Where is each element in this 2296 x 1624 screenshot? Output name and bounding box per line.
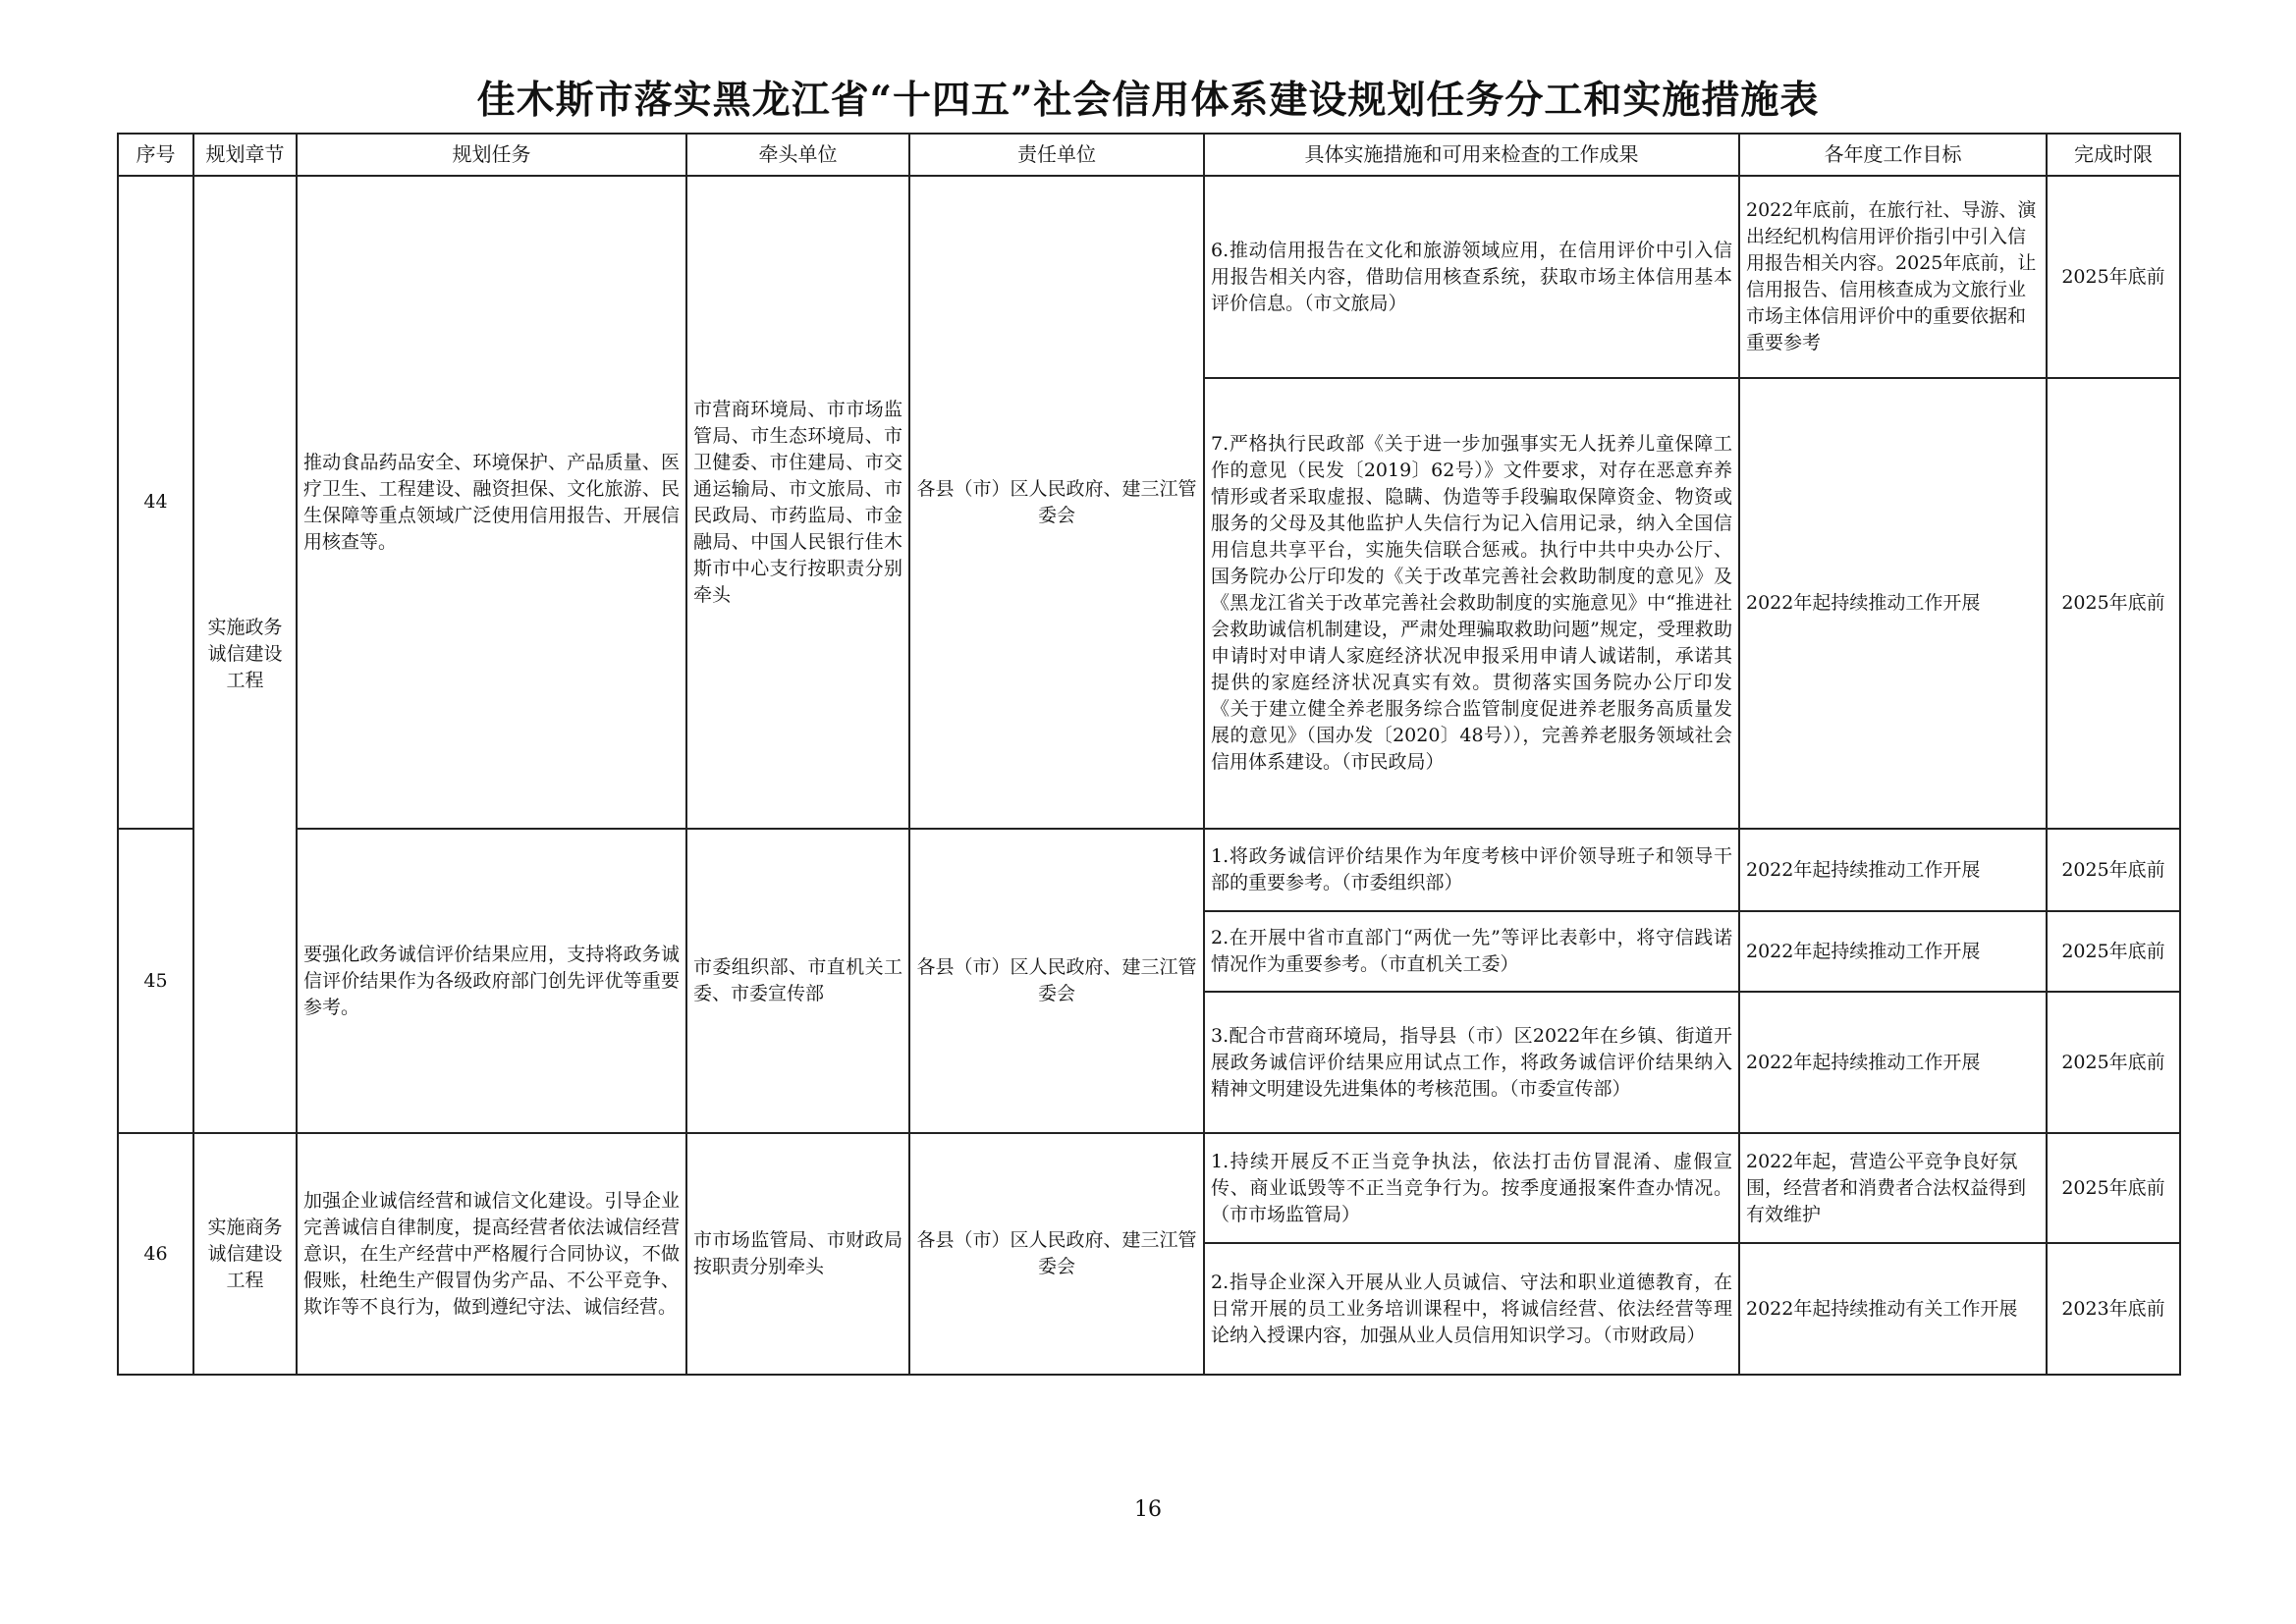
row-45-task: 要强化政务诚信评价结果应用，支持将政务诚信评价结果作为各级政府部门创先评优等重要参考。 (297, 829, 686, 1133)
task-table (117, 133, 2181, 1376)
row-45-deadline-3: 2025年底前 (2047, 992, 2180, 1133)
header-deadline: 完成时限 (2047, 134, 2180, 176)
row-45-measure-3: 3.配合市营商环境局，指导县（市）区2022年在乡镇、街道开展政务诚信评价结果应用试点工作，将政务诚信评价结果纳入精神文明建设先进集体的考核范围。（市委宣传部） (1204, 992, 1739, 1133)
header-task: 规划任务 (297, 134, 686, 176)
row-45-goal-1: 2022年起持续推动工作开展 (1739, 829, 2047, 911)
row-44-deadline-7: 2025年底前 (2047, 378, 2180, 829)
row-46-responsible: 各县（市）区人民政府、建三江管委会 (909, 1133, 1204, 1375)
row-45-measure-1: 1.将政务诚信评价结果作为年度考核中评价领导班子和领导干部的重要参考。（市委组织部） (1204, 829, 1739, 911)
row-45-responsible: 各县（市）区人民政府、建三江管委会 (909, 829, 1204, 1133)
row-44-seq: 44 (118, 176, 193, 829)
row-44-responsible: 各县（市）区人民政府、建三江管委会 (909, 176, 1204, 829)
header-annual-goals: 各年度工作目标 (1739, 134, 2047, 176)
row-45-measure-2: 2.在开展中省市直部门“两优一先”等评比表彰中，将守信践诺情况作为重要参考。（市直机关工委） (1204, 911, 1739, 992)
row-44-measure-6: 6.推动信用报告在文化和旅游领域应用，在信用评价中引入信用报告相关内容，借助信用核查系统，获取市场主体信用基本评价信息。（市文旅局） (1204, 176, 1739, 378)
row-45-goal-3: 2022年起持续推动工作开展 (1739, 992, 2047, 1133)
row-46-goal-1: 2022年起，营造公平竞争良好氛围，经营者和消费者合法权益得到有效维护 (1739, 1133, 2047, 1243)
row-46-task: 加强企业诚信经营和诚信文化建设。引导企业完善诚信自律制度，提高经营者依法诚信经营意识，在生产经营中严格履行合同协议，不做假账，杜绝生产假冒伪劣产品、不公平竞争、欺诈等不良行为，做到遵纪守法、诚信经营。 (297, 1133, 686, 1375)
row-44-measure-7: 7.严格执行民政部《关于进一步加强事实无人抚养儿童保障工作的意见（民发〔2019〕62号）》文件要求，对存在恶意弃养情形或者采取虚报、隐瞒、伪造等手段骗取保障资金、物资或服务的父母及其他监护人失信行为记入信用记录，纳入全国信用信息共享平台，实施失信联合惩戒。执行中共中央办公厅、国务院办公厅印发的《关于改革完善社会救助制度的意见》及《黑龙江省关于改革完善社会救助制度的实施意见》中“推进社会救助诚信机制建设，严肃处理骗取救助问题”规定，受理救助申请时对申请人家庭经济状况申报采用申请人诚诺制，承诺其提供的家庭经济状况真实有效。贯彻落实国务院办公厅印发《关于建立健全养老服务综合监管制度促进养老服务高质量发展的意见》（国办发〔2020〕48号）），完善养老服务领域社会信用体系建设。（市民政局） (1204, 378, 1739, 829)
row-45-deadline-1: 2025年底前 (2047, 829, 2180, 911)
table-row (118, 829, 2180, 911)
row-44-lead: 市营商环境局、市市场监管局、市生态环境局、市卫健委、市住建局、市交通运输局、市文旅局、市民政局、市药监局、市金融局、中国人民银行佳木斯市中心支行按职责分别牵头 (686, 176, 909, 829)
row-45-goal-2: 2022年起持续推动工作开展 (1739, 911, 2047, 992)
row-46-deadline-1: 2025年底前 (2047, 1133, 2180, 1243)
header-lead-unit: 牵头单位 (686, 134, 909, 176)
row-44-task: 推动食品药品安全、环境保护、产品质量、医疗卫生、工程建设、融资担保、文化旅游、民生保障等重点领域广泛使用信用报告、开展信用核查等。 (297, 176, 686, 829)
row-44-goal-6: 2022年底前，在旅行社、导游、演出经纪机构信用评价指引中引入信用报告相关内容。2025年底前，让信用报告、信用核查成为文旅行业市场主体信用评价中的重要依据和重要参考 (1739, 176, 2047, 378)
header-chapter: 规划章节 (193, 134, 297, 176)
chapter-government: 实施政务诚信建设工程 (193, 176, 297, 1133)
page-title: 佳木斯市落实黑龙江省“十四五”社会信用体系建设规划任务分工和实施措施表 (476, 78, 1820, 123)
row-46-measure-2: 2.指导企业深入开展从业人员诚信、守法和职业道德教育，在日常开展的员工业务培训课程中，将诚信经营、依法经营等理论纳入授课内容，加强从业人员信用知识学习。（市财政局） (1204, 1243, 1739, 1375)
row-45-seq: 45 (118, 829, 193, 1133)
header-row (118, 134, 2180, 176)
row-45-lead: 市委组织部、市直机关工委、市委宣传部 (686, 829, 909, 1133)
table-row (118, 1133, 2180, 1243)
header-measures: 具体实施措施和可用来检查的工作成果 (1204, 134, 1739, 176)
row-45-deadline-2: 2025年底前 (2047, 911, 2180, 992)
row-46-seq: 46 (118, 1133, 193, 1375)
header-seq: 序号 (118, 134, 193, 176)
chapter-business: 实施商务诚信建设工程 (193, 1133, 297, 1375)
row-44-goal-7: 2022年起持续推动工作开展 (1739, 378, 2047, 829)
row-46-measure-1: 1.持续开展反不正当竞争执法，依法打击仿冒混淆、虚假宣传、商业诋毁等不正当竞争行为。按季度通报案件查办情况。（市市场监管局） (1204, 1133, 1739, 1243)
row-46-deadline-2: 2023年底前 (2047, 1243, 2180, 1375)
table-row (118, 176, 2180, 378)
row-44-deadline-6: 2025年底前 (2047, 176, 2180, 378)
row-46-lead: 市市场监管局、市财政局按职责分别牵头 (686, 1133, 909, 1375)
page-number: 16 (1134, 1497, 1162, 1522)
row-46-goal-2: 2022年起持续推动有关工作开展 (1739, 1243, 2047, 1375)
header-responsible-unit: 责任单位 (909, 134, 1204, 176)
